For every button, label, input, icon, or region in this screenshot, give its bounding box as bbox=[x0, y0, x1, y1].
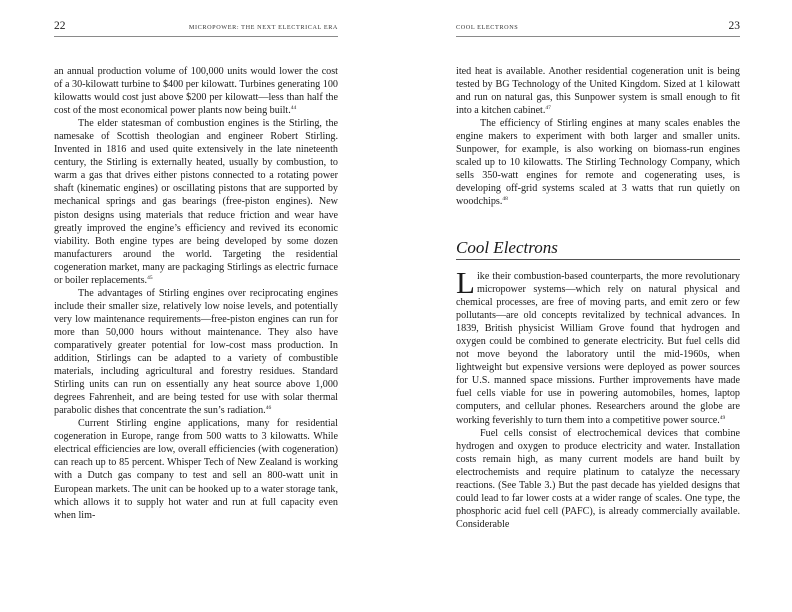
footnote-ref[interactable]: 48 bbox=[502, 196, 508, 203]
footnote-ref[interactable]: 46 bbox=[265, 405, 272, 412]
running-head-title: COOL ELECTRONS bbox=[456, 24, 519, 31]
running-head bbox=[456, 22, 740, 37]
paragraph: Like their combustion-based counterparts, the more revolutionary micropower systems—which rely on natural physical and chemical processes, are free of moving parts, and emit zero or few pollutants—are old concepts revitalized by technical advances. In 1839, British physicist William Grove found that hydrogen and oxygen could be combined to generate electricity. But fuel cells did not move beyond the laboratory until the mid-1960s, when lightweight but expensive versions were deployed as power sources for U.S. manned space missions. Further improvements have made fuel cells viable for use in powering automobiles, homes, laptop computers, and cellular phones. Researchers around the globe are working feverishly to turn them into a competitive power source.$^{49}$ bbox=[456, 265, 740, 426]
paragraph: The efficiency of Stirling engines at many scales enables the engine makers to experiment with both larger and smaller units. Sunpower, for example, is also working on biomass-run engines scaled up to 10 kilowatts. The Stirling Technology Company, which sells 350-watt engines for remote and cogenerating uses, is developing off-grid systems scaled at 3 watts that run quietly on woodchips.$^{48}$ bbox=[456, 118, 740, 208]
paragraph: an annual production volume of 100,000 units would lower the cost of a 30-kilowatt turbine to $400 per kilowatt. Turbines generating 100 kilowatts would cost just above $200 per kilowatt—less than half the cost of the most economical power plants now being built.$^{44}$ bbox=[54, 66, 338, 117]
page-number: 22 bbox=[54, 20, 66, 32]
body-text bbox=[456, 65, 740, 209]
paragraph: Fuel cells consist of electrochemical devices that combine hydrogen and oxygen to produce electricity and water. Installation costs remain high, as many current models are hand built by electrochemists and require platinum to catalyze the necessary reactions. (See Table 3.) But the past decade has yielded designs that could lead to far lower costs at a wider range of scales. One type, the phosphoric acid fuel cell (PAFC), is already commercially available. Considerable bbox=[456, 427, 740, 530]
running-head bbox=[54, 22, 338, 37]
drop-cap: L bbox=[456, 265, 475, 300]
body-text bbox=[54, 65, 338, 522]
paragraph: The advantages of Stirling engines over reciprocating engines include their smaller size, relatively low noise levels, and potentially very low maintenance requirements—free-piston engines can run for more than 50,000 hours without maintenance. They also have comparatively greater potential for low-cost mass production. In addition, Stirlings can be adapted to a variety of combustible materials, including agricultural and forestry residues. Standard Stirling units can run on essentially any heat source above 1,000 degrees Fahrenheit, and are being tested for use with solar thermal parabolic dishes that concentrate the sun’s radiation.$^{46}$ bbox=[54, 287, 338, 417]
footnote-ref[interactable]: 49 bbox=[719, 414, 726, 421]
page-number: 23 bbox=[728, 20, 740, 32]
footnote-ref[interactable]: 44 bbox=[290, 105, 297, 112]
paragraph: ited heat is available. Another residential cogeneration unit is being tested by BG Technology of the United Kingdom. Sized at 1 kilowatt and run on natural gas, this Sunpower system is small enough to fit into a kitchen cabinet.$^{47}$ bbox=[456, 66, 740, 117]
paragraph: The elder statesman of combustion engines is the Stirling, the namesake of Scottish theologian and engineer Robert Stirling. Invented in 1816 and used quite extensively in the late nineteenth century, the Stirling is externally heated, usually by combustion, to warm a gas that drives either pistons connected to a rotating power shaft (kinematic engines) or oscillating pistons that are supported by mechanical springs and gas bearings (free-piston engines). New piston designs using materials that reduce friction and wear have greatly improved the engine’s efficiency and revived its economic viability. Both engine types are being developed by some dozen manufacturers around the world. Targeting the residential cogeneration market, many are packaging Stirlings as electric furnace or boiler replacements.$^{45}$ bbox=[54, 118, 338, 286]
paragraph: Current Stirling engine applications, many for residential cogeneration in Europe, range from 500 watts to 3 kilowatts. While electrical efficiencies are low, overall efficiencies (with cogeneration) can reach up to 85 percent. Whisper Tech of New Zealand is working with a Dutch gas company to test and sell an 800-watt unit in European markets. The unit can be hooked up to a water storage tank, which allows it to supply hot water and run at full capacity even when lim- bbox=[54, 418, 338, 521]
footnote-ref[interactable]: 45 bbox=[147, 274, 153, 281]
section-heading: Cool Electrons bbox=[456, 238, 740, 260]
running-head-title: MICROPOWER: THE NEXT ELECTRICAL ERA bbox=[188, 24, 338, 31]
body-text bbox=[456, 265, 740, 531]
footnote-ref[interactable]: 47 bbox=[545, 105, 551, 112]
